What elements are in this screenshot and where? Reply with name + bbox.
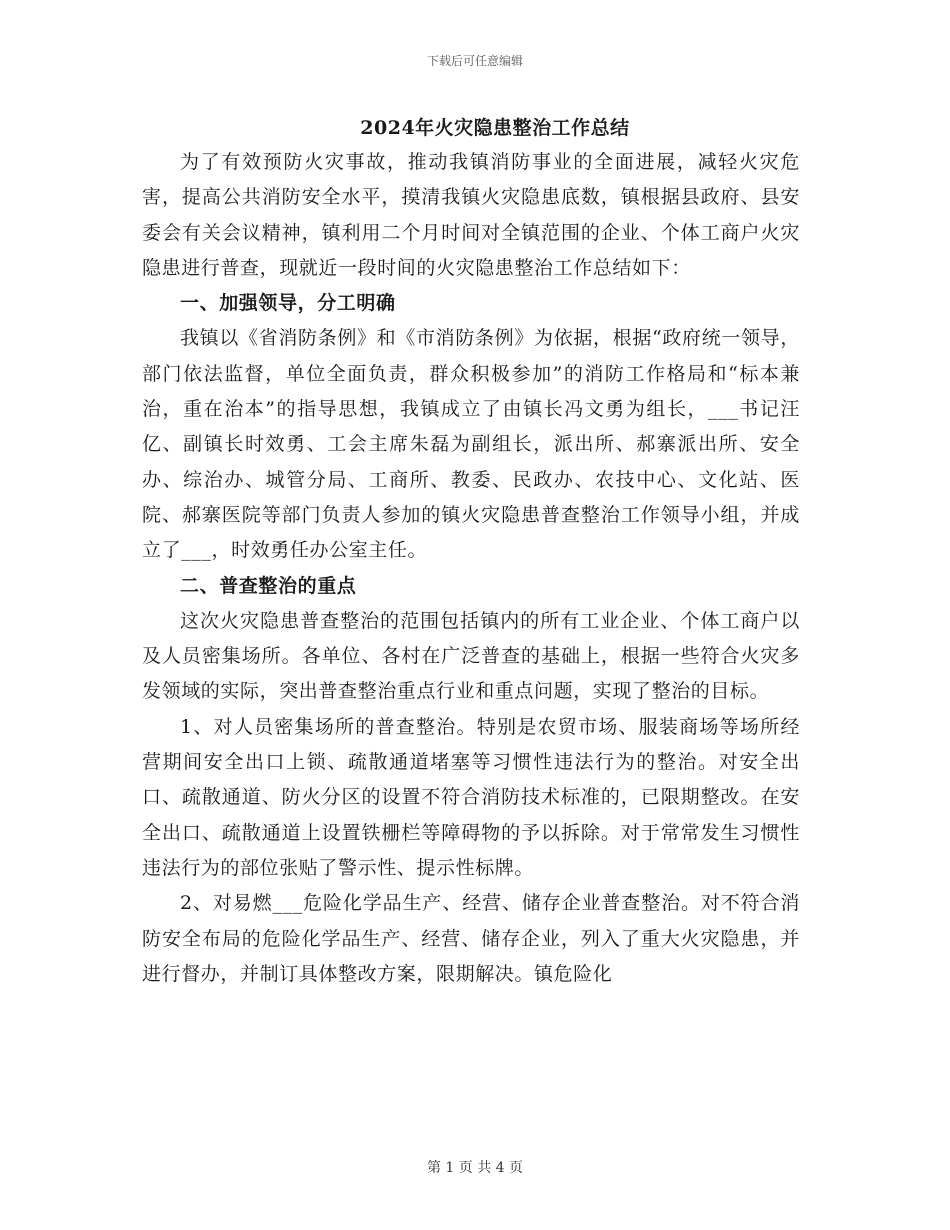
body-paragraph: 1、对人员密集场所的普查整治。特别是农贸市场、服装商场等场所经营期间安全出口上锁、疏散通道堵塞等习惯性违法行为的整治。对安全出口、疏散通道、防火分区的设置不符合消防技术标准的，已限期整改。在安全出口、疏散通道上设置铁栅栏等障碍物的予以拆除。对于常常发生习惯性违法行为的部位张贴了警示性、提示性标牌。 [142,715,800,879]
section-heading-1: 一、加强领导，分工明确 [180,292,396,315]
section-heading-2: 二、普查整治的重点 [180,574,357,597]
body-paragraph: 2、对易燃___危险化学品生产、经营、储存企业普查整治。对不符合消防安全布局的危险化学品生产、经营、储存企业，列入了重大火灾隐患，并进行督办，并制订具体整改方案，限期解决。镇危险化 [142,892,800,985]
intro-paragraph: 为了有效预防火灾事故，推动我镇消防事业的全面进展，减轻火灾危害，提高公共消防安全水平，摸清我镇火灾隐患底数，镇根据县政府、县安委会有关会议精神，镇利用二个月时间对全镇范围的企业、个体工商户火灾隐患进行普查，现就近一段时间的火灾隐患整治工作总结如下： [142,151,800,279]
page-number: 第 1 页 共 4 页 [426,1160,524,1176]
download-note: 下载后可任意编辑 [426,54,523,68]
document-body [142,145,800,992]
body-paragraph: 我镇以《省消防条例》和《市消防条例》为依据，根据“政府统一领导，部门依法监督，单位全面负责，群众积极参加”的消防工作格局和“标本兼治，重在治本”的指导思想，我镇成立了由镇长冯文勇为组长，___书记汪亿、副镇长时效勇、工会主席朱磊为副组长，派出所、郝寨派出所、安全办、综治办、城管分局、工商所、教委、民政办、农技中心、文化站、医院、郝寨医院等部门负责人参加的镇火灾隐患普查整治工作领导小组，并成立了___，时效勇任办公室主任。 [142,327,800,562]
body-paragraph: 这次火灾隐患普查整治的范围包括镇内的所有工业企业、个体工商户以及人员密集场所。各单位、各村在广泛普查的基础上，根据一些符合火灾多发领域的实际，突出普查整治重点行业和重点问题，实现了整治的目标。 [142,609,800,703]
document-title: 2024年火灾隐患整治工作总结 [360,117,630,139]
